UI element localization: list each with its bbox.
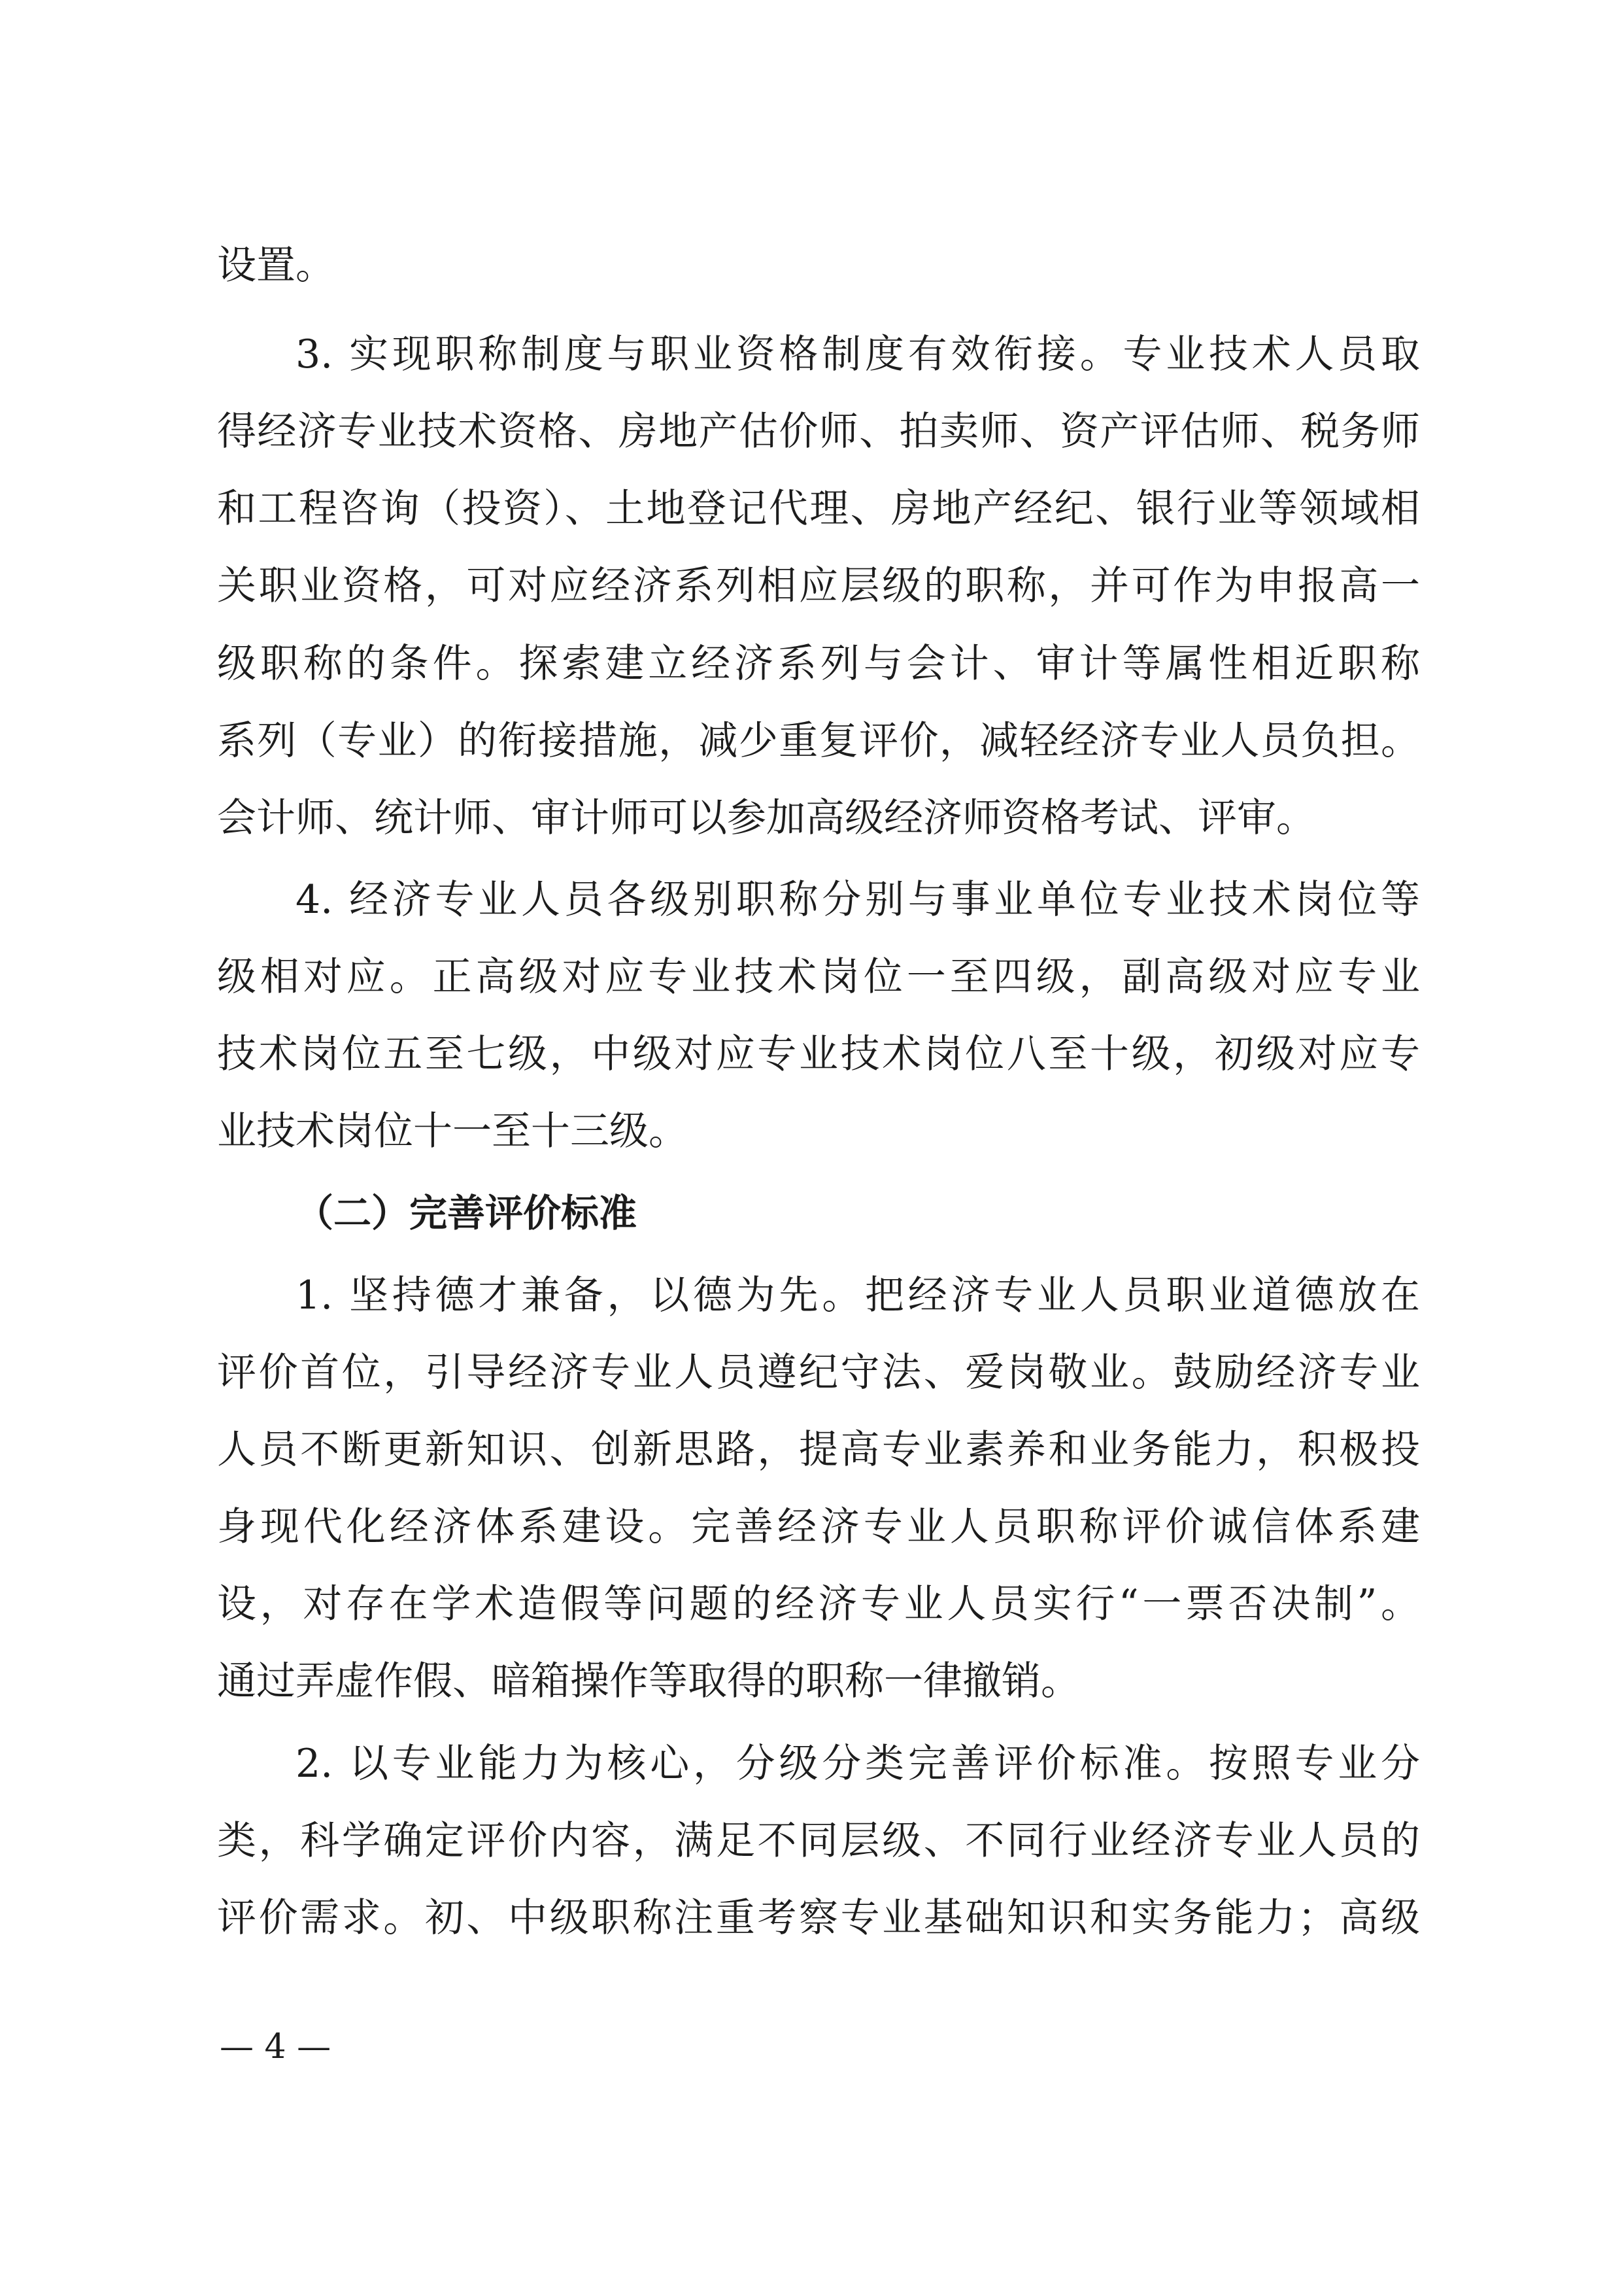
paragraph-line: 评价需求。初、中级职称注重考察专业基础知识和实务能力；高级 bbox=[217, 1895, 1420, 1941]
paragraph-line: 通过弄虚作假、暗箱操作等取得的职称一律撤销。 bbox=[217, 1658, 1080, 1704]
paragraph-line: 会计师、统计师、审计师可以参加高级经济师资格考试、评审。 bbox=[217, 795, 1315, 841]
paragraph-line: 得经济专业技术资格、房地产估价师、拍卖师、资产评估师、税务师 bbox=[217, 409, 1420, 454]
paragraph-line: 3. 实现职称制度与职业资格制度有效衔接。专业技术人员取 bbox=[296, 332, 1420, 377]
paragraph-line: 身现代化经济体系建设。完善经济专业人员职称评价诚信体系建 bbox=[217, 1504, 1420, 1550]
paragraph-line: 2. 以专业能力为核心，分级分类完善评价标准。按照专业分 bbox=[296, 1741, 1420, 1787]
paragraph-line: 技术岗位五至七级，中级对应专业技术岗位八至十级，初级对应专 bbox=[217, 1031, 1420, 1077]
paragraph-line: 设置。 bbox=[217, 243, 335, 288]
page-number: — 4 — bbox=[220, 2027, 331, 2066]
paragraph-line: 关职业资格，可对应经济系列相应层级的职称，并可作为申报高一 bbox=[217, 563, 1420, 609]
paragraph-line: 业技术岗位十一至十三级。 bbox=[217, 1108, 688, 1154]
paragraph-line: 级职称的条件。探索建立经济系列与会计、审计等属性相近职称 bbox=[217, 641, 1420, 687]
paragraph-line: 4. 经济专业人员各级别职称分别与事业单位专业技术岗位等 bbox=[296, 877, 1420, 923]
paragraph-line: 和工程咨询（投资）、土地登记代理、房地产经纪、银行业等领域相 bbox=[217, 486, 1420, 532]
paragraph-line: 设，对存在学术造假等问题的经济专业人员实行“一票否决制”。 bbox=[217, 1581, 1420, 1627]
paragraph-line: 1. 坚持德才兼备，以德为先。把经济专业人员职业道德放在 bbox=[296, 1273, 1420, 1318]
paragraph-line: 级相对应。正高级对应专业技术岗位一至四级，副高级对应专业 bbox=[217, 954, 1420, 1000]
paragraph-line: 评价首位，引导经济专业人员遵纪守法、爱岗敬业。鼓励经济专业 bbox=[217, 1350, 1420, 1396]
paragraph-line: 系列（专业）的衔接措施，减少重复评价，减轻经济专业人员负担。 bbox=[217, 718, 1420, 764]
paragraph-line: 人员不断更新知识、创新思路，提高专业素养和业务能力，积极投 bbox=[217, 1427, 1420, 1473]
paragraph-line: 类，科学确定评价内容，满足不同层级、不同行业经济专业人员的 bbox=[217, 1818, 1420, 1864]
section-heading: （二）完善评价标准 bbox=[296, 1191, 637, 1235]
